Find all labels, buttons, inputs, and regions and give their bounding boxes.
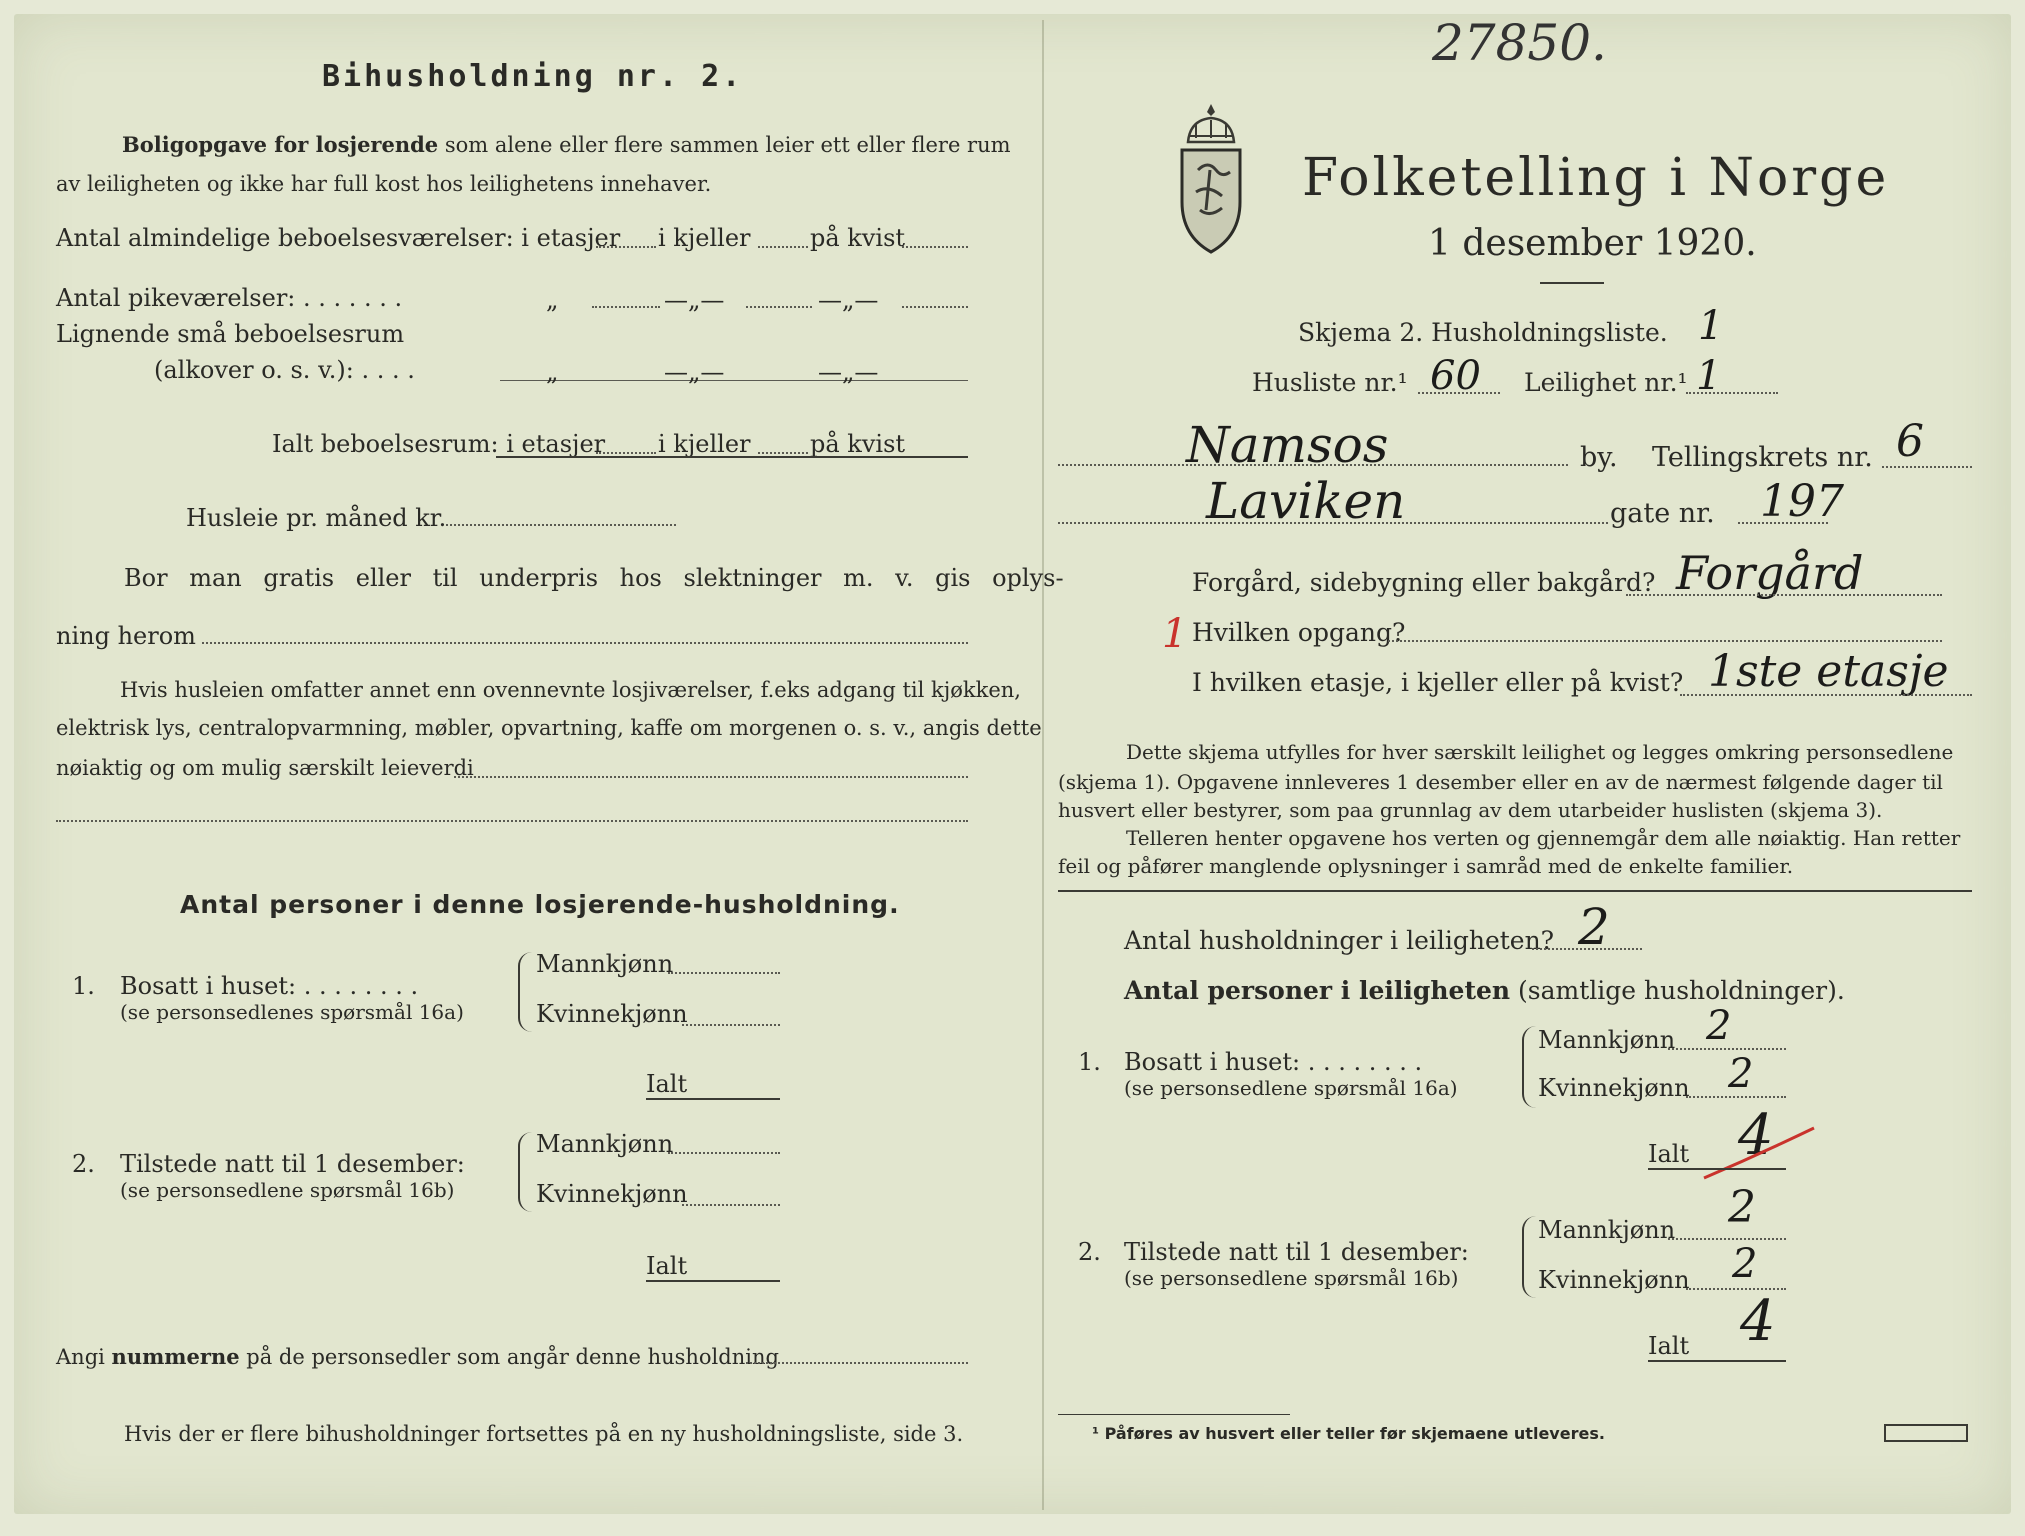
right-q1-total-label: Ialt — [1648, 1140, 1690, 1168]
left-q2-female-label: Kvinnekjønn — [536, 1180, 688, 1208]
right-q1-number: 1. — [1078, 1048, 1101, 1076]
left-q1-number: 1. — [72, 972, 95, 1000]
right-q1-male-field — [1668, 1048, 1786, 1050]
town-value: Namsos — [1186, 416, 1389, 474]
left-q2-sub: (se personsedlene spørsmål 16b) — [120, 1178, 455, 1202]
district-field — [1882, 466, 1972, 468]
right-q1-female-field — [1686, 1096, 1786, 1098]
instruction-line-3: husvert eller bestyrer, som paa grunnlag av dem utarbeider huslisten (skjema 3). — [1058, 798, 1883, 822]
right-q1-female-value: 2 — [1728, 1051, 1754, 1097]
intro-line-2: av leiligheten og ikke har full kost hos leilighetens innehaver. — [56, 172, 712, 196]
instruction-line-2: (skjema 1). Opgavene innleveres 1 desember eller en av de nærmest følgende dager til — [1058, 770, 1943, 794]
right-q1-male-label: Mannkjønn — [1538, 1026, 1676, 1054]
right-q2-label: Tilstede natt til 1 desember: — [1124, 1238, 1469, 1266]
right-persons-heading: Antal personer i leiligheten (samtlige husholdninger). — [1124, 976, 1845, 1005]
floor-label: I hvilken etasje, i kjeller eller på kvist? — [1192, 668, 1684, 697]
households-label: Antal husholdninger i leiligheten? — [1124, 926, 1555, 955]
left-q1-total-field — [646, 1098, 780, 1100]
intro-line-1: Boligopgave for losjerende som alene eller flere sammen leier ett eller flere rum — [122, 132, 1011, 157]
includes-field — [454, 776, 968, 778]
left-q1-brace — [518, 952, 534, 1032]
instructions-divider — [1058, 890, 1972, 892]
includes-line-3: nøiaktig og om mulig særskilt leieverdi — [56, 756, 474, 780]
left-persons-heading: Antal personer i denne losjerende-husholdning. — [180, 890, 900, 919]
red-strike-mark — [1700, 1124, 1820, 1184]
house-list-label: Husliste nr.¹ — [1252, 368, 1408, 397]
left-q2-male-field — [668, 1152, 780, 1154]
right-q1-brace — [1522, 1026, 1538, 1108]
left-q2-total-label: Ialt — [646, 1252, 688, 1280]
rooms-floor-field — [596, 246, 656, 248]
right-q2-female-value: 2 — [1732, 1241, 1758, 1287]
form-title: Folketelling i Norge — [1302, 148, 1890, 208]
entrance-field — [1388, 640, 1942, 642]
rooms-attic-label: på kvist — [810, 224, 906, 252]
maid-ditto-3: —„— — [818, 286, 879, 314]
floor-value: 1ste etasje — [1708, 646, 1949, 697]
right-q2-male-field — [1668, 1238, 1786, 1240]
apartment-field — [1686, 392, 1778, 394]
rooms-label: Antal almindelige beboelsesværelser: i etasjer — [56, 224, 621, 252]
numbers-label: Angi nummerne på de personsedler som angår denne husholdning — [56, 1344, 779, 1369]
title-divider — [1540, 282, 1604, 284]
schema-label: Skjema 2. Husholdningsliste. — [1298, 318, 1668, 347]
apartment-value: 1 — [1696, 353, 1722, 399]
left-q1-female-label: Kvinnekjønn — [536, 1000, 688, 1028]
small-rooms-label-2: (alkover o. s. v.): . . . . — [154, 356, 415, 384]
small-ditto-2: —„— — [664, 358, 725, 386]
numbers-field — [746, 1362, 968, 1364]
total-basement-label: i kjeller — [658, 430, 751, 458]
right-q2-female-label: Kvinnekjønn — [1538, 1266, 1690, 1294]
instruction-line-5: feil og påfører manglende oplysninger i samråd med de enkelte familier. — [1058, 854, 1794, 878]
rent-label: Husleie pr. måned kr. — [186, 504, 447, 532]
small-ditto-3: —„— — [818, 358, 879, 386]
apartment-label: Leilighet nr.¹ — [1524, 368, 1688, 397]
rooms-basement-label: i kjeller — [658, 224, 751, 252]
left-q1-female-field — [682, 1024, 780, 1026]
includes-line-1: Hvis husleien omfatter annet enn ovennevnte losjiværelser, f.eks adgang til kjøkken, — [120, 678, 1021, 702]
house-list-value: 60 — [1430, 353, 1481, 399]
house-list-field — [1418, 392, 1500, 394]
right-q2-number: 2. — [1078, 1238, 1101, 1266]
maid-field-3 — [902, 306, 968, 308]
right-q2-male-value: 2 — [1728, 1182, 1756, 1233]
maid-field-1 — [592, 306, 660, 308]
left-q2-female-field — [682, 1204, 780, 1206]
street-suffix: gate nr. — [1610, 498, 1715, 529]
left-q1-male-field — [668, 972, 780, 974]
right-q2-sub: (se personsedlene spørsmål 16b) — [1124, 1266, 1459, 1290]
households-field — [1532, 948, 1642, 950]
floor-field — [1680, 694, 1972, 696]
free-line-1: Bor man gratis eller til underpris hos slektninger m. v. gis oplys- — [124, 564, 1064, 592]
maid-rooms-label: Antal pikeværelser: . . . . . . . — [56, 284, 403, 312]
printer-stamp — [1884, 1424, 1968, 1442]
rooms-attic-field — [902, 246, 968, 248]
form-date: 1 desember 1920. — [1428, 223, 1757, 264]
street-number: 197 — [1760, 476, 1844, 527]
total-basement-field — [758, 452, 808, 454]
small-rooms-label-1: Lignende små beboelsesrum — [56, 320, 405, 348]
left-footer: Hvis der er flere bihusholdninger fortsettes på en ny husholdningsliste, side 3. — [124, 1422, 964, 1446]
maid-ditto-1: „ — [546, 286, 559, 314]
yard-label: Forgård, sidebygning eller bakgård? — [1192, 568, 1656, 597]
entrance-label: Hvilken opgang? — [1192, 618, 1406, 647]
street-field — [1058, 522, 1608, 524]
left-q1-total-label: Ialt — [646, 1070, 688, 1098]
right-q2-total-label: Ialt — [1648, 1332, 1690, 1360]
footnote: ¹ Påføres av husvert eller teller før skjemaene utleveres. — [1092, 1424, 1605, 1443]
archive-number: 27850. — [1432, 14, 1607, 72]
left-q1-male-label: Mannkjønn — [536, 950, 674, 978]
town-field — [1058, 464, 1568, 466]
left-q2-male-label: Mannkjønn — [536, 1130, 674, 1158]
right-q1-female-label: Kvinnekjønn — [1538, 1074, 1690, 1102]
total-attic-label: på kvist — [810, 430, 906, 458]
yard-field — [1626, 594, 1942, 596]
right-q1-label: Bosatt i huset: . . . . . . . . — [1124, 1048, 1423, 1076]
small-ditto-1: „ — [546, 358, 559, 386]
district-value: 6 — [1896, 416, 1924, 467]
free-field — [202, 642, 968, 644]
left-q1-sub: (se personsedlenes spørsmål 16a) — [120, 1000, 464, 1024]
small-rooms-underline — [500, 380, 968, 381]
rooms-basement-field — [758, 246, 808, 248]
right-q1-male-value: 2 — [1706, 1003, 1732, 1049]
total-rooms-underline — [496, 456, 968, 458]
left-q2-brace — [518, 1132, 534, 1212]
schema-value: 1 — [1698, 303, 1724, 349]
coat-of-arms-icon — [1176, 100, 1246, 256]
right-q1-total-field — [1648, 1168, 1786, 1170]
total-floor-field — [596, 452, 656, 454]
total-rooms-label: Ialt beboelsesrum: i etasjer — [272, 430, 606, 458]
includes-field-2 — [56, 820, 968, 822]
town-suffix: by. — [1580, 442, 1618, 473]
left-q2-number: 2. — [72, 1150, 95, 1178]
district-label: Tellingskrets nr. — [1652, 442, 1873, 473]
includes-line-2: elektrisk lys, centralopvarmning, møbler, opvartning, kaffe om morgenen o. s. v., angis dette — [56, 716, 1042, 740]
left-heading: Bihusholdning nr. 2. — [322, 59, 744, 94]
yard-value: Forgård — [1676, 546, 1864, 600]
households-value: 2 — [1578, 898, 1610, 956]
left-q2-total-field — [646, 1280, 780, 1282]
rent-field — [446, 524, 676, 526]
maid-ditto-2: —„— — [664, 286, 725, 314]
maid-field-2 — [746, 306, 812, 308]
left-q2-label: Tilstede natt til 1 desember: — [120, 1150, 465, 1178]
right-q2-male-label: Mannkjønn — [1538, 1216, 1676, 1244]
street-value: Laviken — [1206, 472, 1406, 530]
footnote-rule — [1058, 1414, 1290, 1415]
right-q1-total-value: 4 — [1738, 1103, 1774, 1168]
free-line-2: ning herom — [56, 622, 196, 650]
right-q2-total-value: 4 — [1740, 1289, 1776, 1354]
red-correction-mark: 1 — [1162, 611, 1188, 657]
right-q2-brace — [1522, 1216, 1538, 1298]
street-number-field — [1738, 522, 1828, 524]
instruction-line-1: Dette skjema utfylles for hver særskilt leilighet og legges omkring personsedlene — [1126, 740, 1954, 764]
page-fold — [1042, 20, 1044, 1510]
instruction-line-4: Telleren henter opgavene hos verten og gjennemgår dem alle nøiaktig. Han retter — [1126, 826, 1961, 850]
right-q2-total-field — [1648, 1360, 1786, 1362]
left-q1-label: Bosatt i huset: . . . . . . . . — [120, 972, 419, 1000]
right-q1-sub: (se personsedlene spørsmål 16a) — [1124, 1076, 1458, 1100]
